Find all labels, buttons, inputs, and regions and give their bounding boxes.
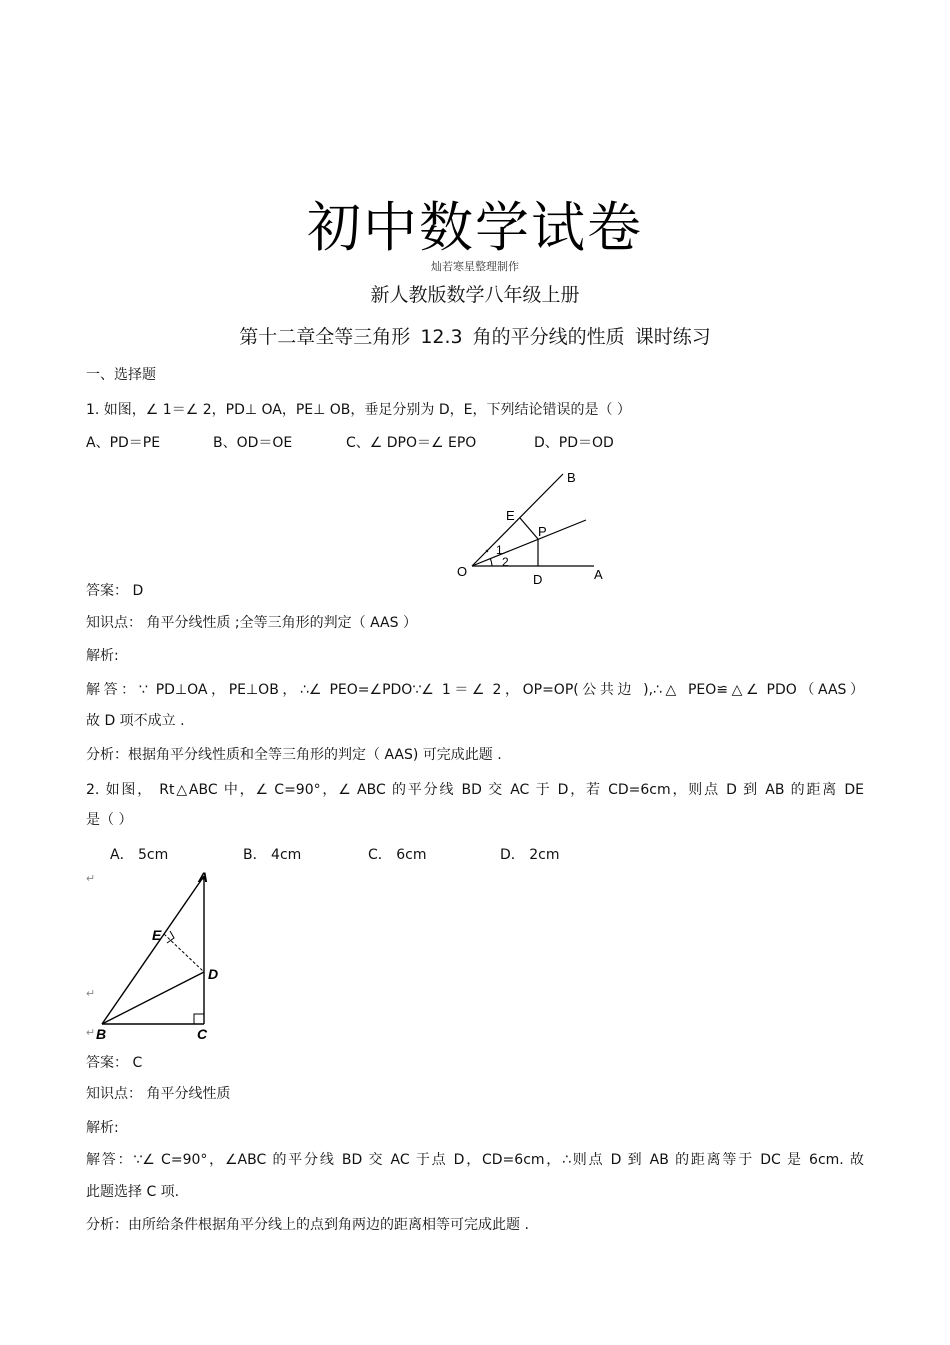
segment-pe <box>520 518 538 539</box>
q1-option-b: B、OD＝OE <box>213 435 293 451</box>
label-a: A <box>198 869 209 885</box>
label-d: D <box>208 966 219 982</box>
q1-stem: 1. 如图，∠ 1＝∠ 2，PD⊥ OA，PE⊥ OB，垂足分别为 D，E，下列结论错误的是（ ） <box>86 402 631 418</box>
q2-solution-line2: 此题选择 C 项. <box>86 1184 180 1200</box>
q2-option-b: B． 4cm <box>243 847 302 863</box>
q1-option-c: C、∠ DPO＝∠ EPO <box>346 435 477 451</box>
return-mark-icon: ↵ <box>86 1027 96 1039</box>
label-e: E <box>152 927 162 943</box>
q2-stem-line1: 2. 如图， Rt△ABC 中，∠ C=90°，∠ ABC 的平分线 BD 交 AC 于 D，若 CD=6cm，则点 D 到 AB 的距离 DE <box>86 782 864 798</box>
label-angle-1: 1 <box>496 543 503 557</box>
label-o: O <box>457 564 468 579</box>
q1-analysis: 分析：根据角平分线性质和全等三角形的判定（ AAS) 可完成此题 . <box>86 747 502 763</box>
right-angle-e <box>167 931 174 943</box>
label-e: E <box>506 508 515 523</box>
grade-heading: 新人教版数学八年级上册 <box>370 284 580 306</box>
q2-analysis: 分析：由所给条件根据角平分线上的点到角两边的距离相等可完成此题 . <box>86 1217 529 1233</box>
label-a: A <box>594 567 603 582</box>
q1-option-a: A、PD＝PE <box>86 435 161 451</box>
q2-answer: 答案： C <box>86 1055 143 1071</box>
bisector-bd <box>102 972 204 1024</box>
q2-stem-line2: 是（ ） <box>86 812 133 828</box>
q1-option-d: D、PD＝OD <box>534 435 614 451</box>
q1-solution-line2: 故 D 项不成立 . <box>86 713 185 729</box>
q2-option-d: D． 2cm <box>500 847 560 863</box>
ray-ob <box>472 474 563 566</box>
q1-knowledge: 知识点： 角平分线性质 ;全等三角形的判定（ AAS ） <box>86 615 417 631</box>
chapter-heading: 第十二章全等三角形 12.3 角的平分线的性质 课时练习 <box>239 326 711 348</box>
page-title: 初中数学试卷 <box>307 196 643 259</box>
q1-answer: 答案： D <box>86 583 144 599</box>
label-angle-2: 2 <box>502 555 509 569</box>
angle-2-arc <box>490 558 492 566</box>
label-c: C <box>197 1026 208 1042</box>
label-b: B <box>96 1026 107 1042</box>
return-mark-icon: ↵ <box>86 873 96 885</box>
ray-op <box>472 520 586 566</box>
q1-solution-line1: 解答：∵ PD⊥OA，PE⊥OB，∴∠ PEO=∠PDO∵∠ 1＝∠ 2，OP=OP(公共边 ),∴△ PEO≌△∠ PDO（AAS） <box>86 682 864 698</box>
q2-option-c: C． 6cm <box>368 847 427 863</box>
label-d: D <box>533 572 543 587</box>
label-b: B <box>567 470 576 485</box>
q1-analysis-label: 解析: <box>86 648 119 664</box>
section-heading: 一、选择题 <box>86 367 156 383</box>
q2-solution-line1: 解答：∵∠ C=90°，∠ABC 的平分线 BD 交 AC 于点 D，CD=6cm，∴则点 D 到 AB 的距离等于 DC 是 6cm. 故 <box>86 1152 864 1168</box>
side-ab <box>102 876 204 1024</box>
q2-analysis-label: 解析: <box>86 1120 119 1136</box>
q2-right-triangle-figure <box>82 866 232 1044</box>
page-subtitle: 灿若寒星整理制作 <box>431 260 519 273</box>
return-mark-icon: ↵ <box>86 988 96 1000</box>
q2-option-a: A． 5cm <box>110 847 169 863</box>
q1-angle-bisector-figure <box>450 466 620 591</box>
q2-knowledge: 知识点： 角平分线性质 <box>86 1086 231 1102</box>
perpendicular-de <box>164 934 204 972</box>
label-p: P <box>538 524 547 539</box>
right-angle-c <box>194 1014 204 1024</box>
